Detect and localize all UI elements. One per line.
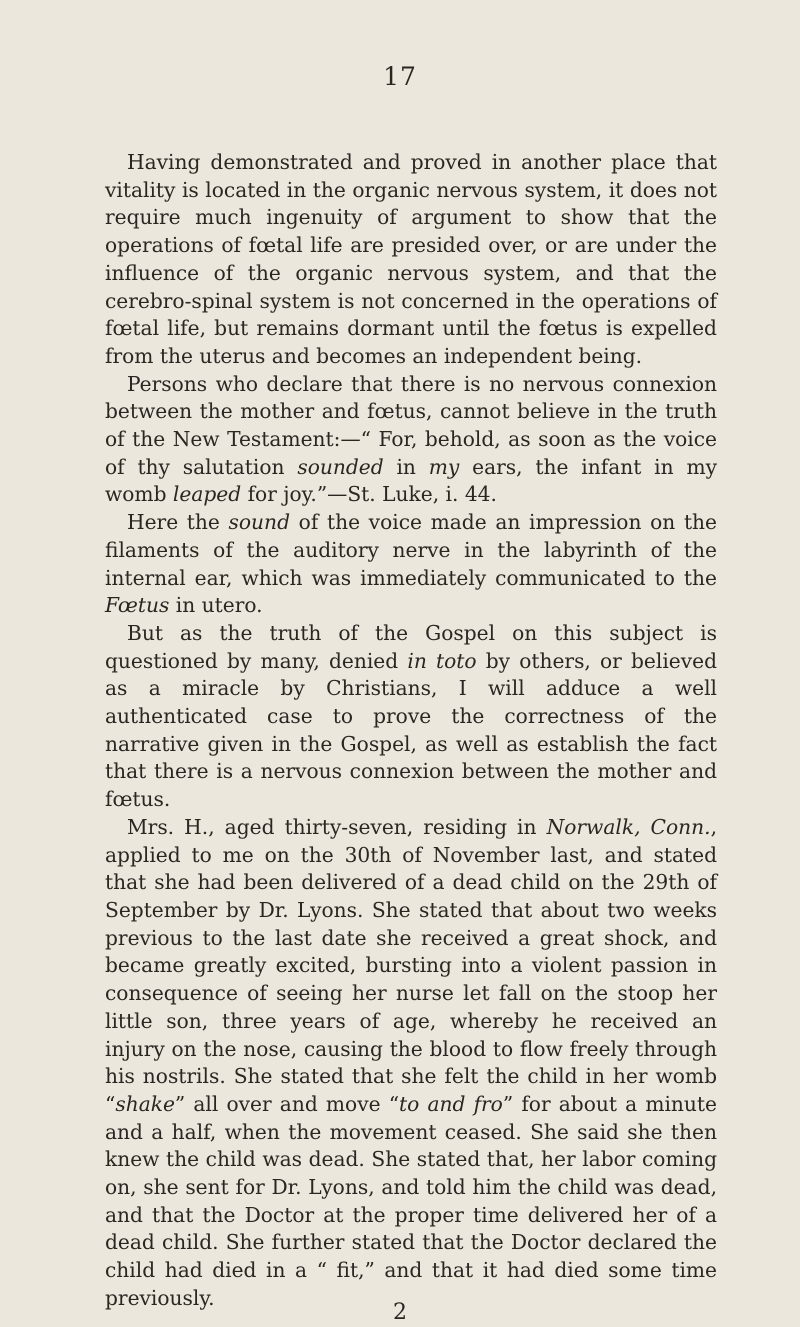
- italic-text: sound: [228, 510, 290, 535]
- italic-text: sounded: [297, 454, 384, 479]
- paragraph-text: in utero.: [169, 593, 263, 618]
- paragraph-text: Mrs. H., aged thirty-seven, residing in: [127, 814, 547, 839]
- italic-text: leaped: [172, 482, 242, 507]
- italic-text: Fœtus: [105, 593, 170, 618]
- paragraph-new-testament: [105, 371, 717, 510]
- paragraph-vitality: [105, 149, 717, 371]
- paragraph-text: ” for about a minute and a half, when the movement ceased. She said she then knew the child was dead. She stated that, her labor coming on, she sent for Dr. Lyons, and told him the child was dead, and that the Doctor at the proper time delivered her of a dead child. She further stated that the Doctor declared the child had died in a “ fit,” and that it had died some time previously.: [105, 1091, 717, 1310]
- paragraph-text: ears, the infant in my womb: [105, 454, 717, 507]
- paragraph-text: by others, or believed as a miracle by Christians, I will adduce a well authenticated case to prove the correctness of the narrative given in the Gospel, as well as establish the fact that there is a nervous connexion between the mother and fœtus.: [105, 648, 717, 812]
- paragraph-text: Here the: [127, 510, 229, 535]
- page-body: [105, 149, 717, 1313]
- paragraph-gospel: [105, 620, 717, 814]
- paragraph-text: Having demonstrated and proved in another place that vitality is located in the organic nervous system, it does not require much ingenuity of argument to show that the operations of fœtal life are presided over, or are under the influence of the organic nervous system, and that the cerebro-spinal system is not concerned in the operations of fœtal life, but remains dormant until the fœtus is expelled from the uterus and becomes an independent being.: [105, 150, 717, 368]
- italic-text: to and fro: [399, 1091, 503, 1116]
- italic-text: Norwalk, Conn.: [546, 814, 711, 839]
- signature-mark: 2: [393, 1300, 407, 1325]
- page-number: 17: [383, 62, 417, 91]
- paragraph-text: , applied to me on the 30th of November last, and stated that she had been delivered of a dead child on the 29th of September by Dr. Lyons. She stated that about two weeks previous to the last date she received a great shock, and became greatly excited, bursting into a violent passion in consequence of seeing her nurse let fall on the stoop her little son, three years of age, whereby he received an injury on the nose, causing the blood to flow freely through his nostrils. She stated that she felt the child in her womb “: [105, 814, 717, 1116]
- italic-text: shake: [115, 1091, 175, 1116]
- italic-text: my: [428, 454, 460, 479]
- paragraph-text: of the voice made an impression on the filaments of the auditory nerve in the labyrinth of the internal ear, which was immediately communicated to the: [105, 510, 718, 590]
- paragraph-text: ” all over and move “: [174, 1091, 400, 1116]
- paragraph-sound: [105, 509, 717, 620]
- paragraph-case: [105, 814, 717, 1313]
- paragraph-text: in: [383, 454, 429, 479]
- italic-text: in toto: [407, 648, 477, 673]
- paragraph-text: But as the truth of the Gospel on this subject is questioned by many, denied: [105, 620, 717, 673]
- paragraph-text: Persons who declare that there is no nervous connexion between the mother and fœtus, cannot believe in the truth of the New Testament:—“ For, behold, as soon as the voice of thy salutation: [105, 371, 717, 479]
- paragraph-text: for joy.”—St. Luke, i. 44.: [241, 482, 497, 507]
